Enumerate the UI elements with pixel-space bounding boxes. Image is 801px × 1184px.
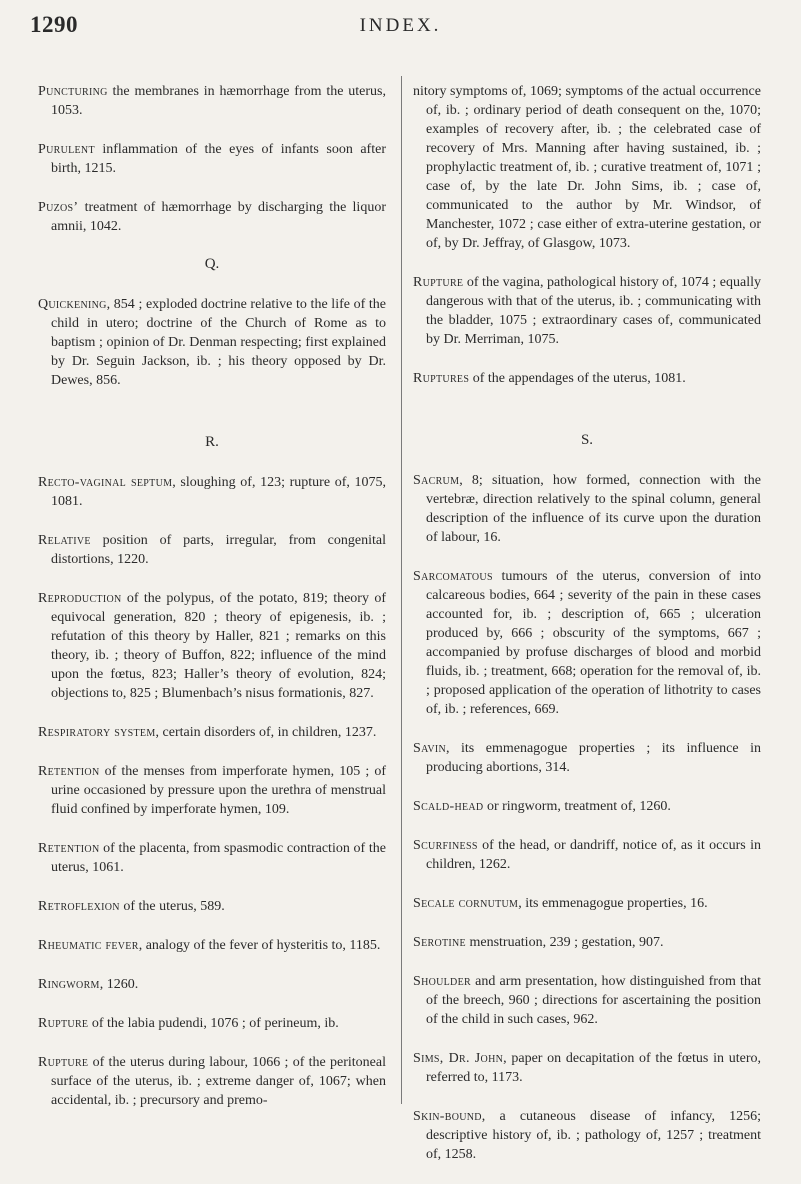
index-entry — [413, 836, 761, 874]
index-entry — [413, 369, 761, 388]
entry-headword: Savin — [413, 741, 446, 756]
entry-headword: Retention — [38, 841, 100, 856]
entry-text: , certain disorders of, in children, 1237. — [155, 725, 377, 740]
entry-headword: Sarcomatous — [413, 569, 493, 584]
entry-headword: Rupture — [38, 1016, 89, 1031]
entry-headword: Ruptures — [413, 371, 470, 386]
entry-headword: Reproduction — [38, 591, 122, 606]
column-rule — [401, 76, 402, 1104]
entries-r — [38, 473, 386, 1110]
entry-text: , 854 ; exploded doctrine relative to the life of the child in utero; doctrine of the Church of Rome as to baptism ; opinion of Dr. Denman respecting; first explained by Dr. Seguin Jackson, ib. ; his theory opposed by Dr. Dewes, 856. — [51, 297, 386, 388]
entry-text: of the labia pudendi, 1076 ; of perineum, ib. — [88, 1016, 339, 1031]
entry-text: of the uterus, 589. — [119, 899, 225, 914]
entry-text: of the uterus during labour, 1066 ; of the peritoneal surface of the uterus, ib. ; extreme danger of, 1067; when accidental, ib. ; precursory and premo- — [51, 1055, 386, 1108]
entry-text: of the polypus, of the potato, 819; theory of equivocal generation, 820 ; theory of epigenesis, ib. ; refutation of this theory by Haller, 821 ; remarks on this theory, ib. ; theory of Buffon, 822; influence of the mind upon the fœtus, 823; Haller’s theory of evolution, 824; objections to, 825 ; Blumenbach’s nisus formationis, 827. — [51, 591, 386, 701]
entries-q — [38, 295, 386, 390]
index-entry — [413, 797, 761, 816]
entry-text: inflammation of the eyes of infants soon after birth, 1215. — [51, 142, 386, 176]
entry-headword: Puncturing — [38, 84, 108, 99]
entry-headword: Sacrum — [413, 473, 460, 488]
entry-text: of the head, or dandriff, notice of, as it occurs in children, 1262. — [426, 838, 761, 872]
index-entry — [413, 273, 761, 349]
entry-text: tumours of the uterus, conversion of into calcareous bodies, 664 ; severity of the pain in these cases accounted for, ib. ; description of, 665 ; ulceration produced by, 666 ; obscurity of the symptoms, 667 ; accompanied by profuse discharges of blood and morbid fluids, ib. ; treatment, 668; operation for the removal of, ib. ; proposed application of the operation of lithotrity to cases of, ib. ; references, 669. — [426, 569, 761, 717]
index-entry — [38, 1014, 386, 1033]
section-letter-r: R. — [205, 434, 219, 450]
index-entry — [38, 295, 386, 390]
entry-headword: Retroflexion — [38, 899, 120, 914]
entry-headword: Scald-head — [413, 799, 484, 814]
entry-text: or ringworm, treatment of, 1260. — [483, 799, 671, 814]
entry-text: , paper on decapitation of the fœtus in utero, referred to, 1173. — [426, 1051, 761, 1085]
index-entry — [413, 894, 761, 913]
entry-headword: Recto-vaginal septum — [38, 475, 173, 490]
entry-headword: Retention — [38, 764, 100, 779]
index-entry — [38, 140, 386, 178]
index-entry — [413, 567, 761, 719]
entry-text: , its emmenagogue properties, 16. — [518, 896, 708, 911]
entry-text: , sloughing of, 123; rupture of, 1075, 1081. — [51, 475, 386, 509]
entry-text: , 1260. — [99, 977, 139, 992]
index-entry — [38, 762, 386, 819]
section-letter-q: Q. — [204, 256, 220, 272]
entry-text: of the menses from imperforate hymen, 105 ; of urine occasioned by pressure upon the urethra of menstrual fluid confined by imperforate hymen, 109. — [51, 764, 386, 817]
index-entry — [413, 933, 761, 952]
index-entry — [413, 1049, 761, 1087]
entry-headword: Rheumatic fever — [38, 938, 139, 953]
entry-text: of the appendages of the uterus, 1081. — [469, 371, 686, 386]
entry-text: of the vagina, pathological history of, 1074 ; equally dangerous with that of the uterus, ib. ; communicating with the bladder, 1075 ; extraordinary cases of, communicated by Dr. Merriman, 1075. — [426, 275, 761, 347]
index-entry — [38, 897, 386, 916]
index-entry — [38, 936, 386, 955]
index-entry — [38, 82, 386, 120]
index-entry — [38, 723, 386, 742]
entry-headword: Purulent — [38, 142, 95, 157]
entry-text: , a cutaneous disease of infancy, 1256; descriptive history of, ib. ; pathology of, 1257 ; treatment of, 1258. — [426, 1109, 761, 1162]
entry-text: of the placenta, from spasmodic contraction of the uterus, 1061. — [51, 841, 386, 875]
index-entry — [38, 473, 386, 511]
index-entry — [413, 471, 761, 547]
index-entry — [413, 82, 761, 253]
page-number: 1290 — [30, 12, 78, 37]
index-entry — [38, 198, 386, 236]
running-head: INDEX. — [359, 15, 442, 36]
entry-headword: Sims, Dr. John — [413, 1051, 504, 1066]
index-entry — [413, 739, 761, 777]
index-entry — [38, 589, 386, 703]
index-entry — [38, 839, 386, 877]
entry-headword: Serotine — [413, 935, 466, 950]
index-entry — [38, 531, 386, 569]
entry-headword: Shoulder — [413, 974, 471, 989]
entry-headword: Scurfiness — [413, 838, 478, 853]
entry-headword: Respiratory system — [38, 725, 156, 740]
entry-text: position of parts, irregular, from congenital distortions, 1220. — [51, 533, 386, 567]
right-column — [413, 82, 761, 1184]
entry-headword: Quickening — [38, 297, 107, 312]
entry-headword: Puzos’ — [38, 200, 79, 215]
entry-headword: Rupture — [38, 1055, 89, 1070]
index-entry — [38, 975, 386, 994]
entry-text: , analogy of the fever of hysteritis to, 1185. — [138, 938, 381, 953]
entry-text: treatment of hæmorrhage by discharging the liquor amnii, 1042. — [51, 200, 386, 234]
index-entry — [413, 972, 761, 1029]
entry-text: , its emmenagogue properties ; its influence in producing abortions, 314. — [426, 741, 761, 775]
entry-text: menstruation, 239 ; gestation, 907. — [465, 935, 664, 950]
entry-headword: Skin-bound — [413, 1109, 482, 1124]
entry-text: nitory symptoms of, 1069; symptoms of the actual occurrence of, ib. ; ordinary period of death consequent on the, 1070; examples of recovery after, ib. ; the celebrated case of recovery of Mrs. Manning after having sustained, ib. ; prophylactic treatment of, ib. ; curative treatment of, 1071 ; case of, by the late Dr. John Sims, ib. ; case of, communicated to the author by Mr. Windsor, of Manchester, 1072 ; case either of extra-uterine gestation, or of, by Dr. Jeffray, of Glasgow, 1073. — [413, 84, 761, 251]
entry-headword: Secale cornutum — [413, 896, 519, 911]
entry-text: the membranes in hæmorrhage from the uterus, 1053. — [51, 84, 386, 118]
entries-r-continued — [413, 82, 761, 388]
entry-headword: Rupture — [413, 275, 464, 290]
index-entry — [413, 1107, 761, 1164]
left-column — [38, 82, 386, 1130]
entry-headword: Relative — [38, 533, 91, 548]
section-letter-s: S. — [580, 432, 594, 448]
entry-headword: Ringworm — [38, 977, 100, 992]
entries-s — [413, 471, 761, 1164]
entries-p — [38, 82, 386, 236]
index-entry — [38, 1053, 386, 1110]
entry-text: and arm presentation, how distinguished from that of the breech, 960 ; directions for ascertaining the position of the child in such cases, 962. — [426, 974, 761, 1027]
entry-text: , 8; situation, how formed, connection with the vertebræ, direction relatively to the spinal column, general description of the influence of its curve upon the duration of labour, 16. — [426, 473, 761, 545]
